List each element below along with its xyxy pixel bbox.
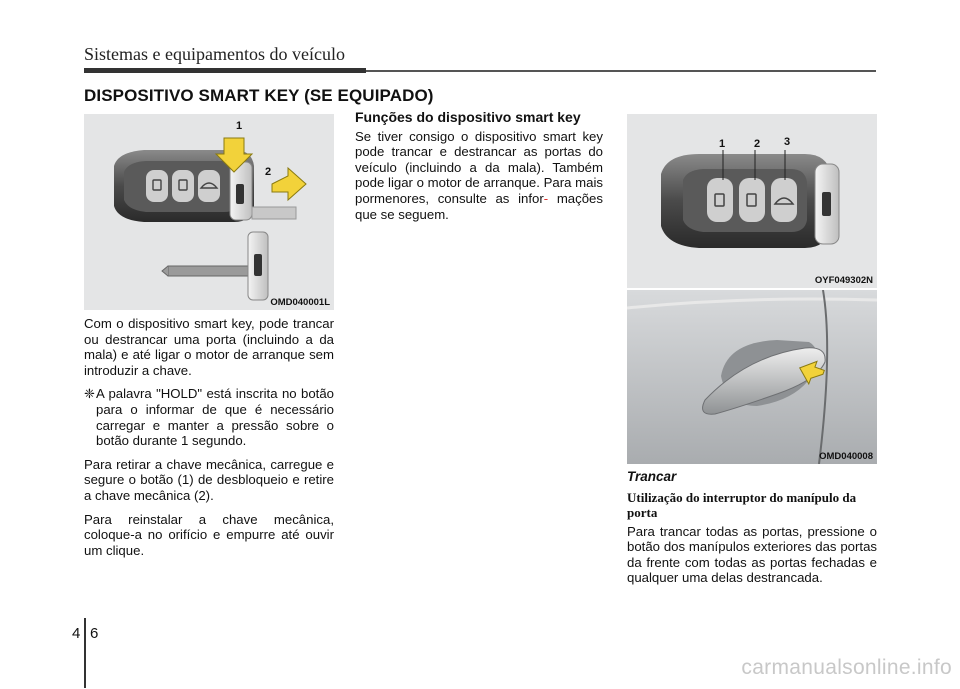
hyphen: - [543, 190, 549, 206]
page-number-right: 6 [90, 625, 99, 642]
bold-heading: Utilização do interruptor do manípulo da porta [627, 489, 857, 520]
smart-key-figure [84, 114, 334, 310]
header-rule [366, 70, 876, 72]
paragraph: Para trancar todas as portas, pressione o botão dos manípulos exteriores das portas da frente com todas as portas fechadas e qualquer uma delas destrancada. [627, 523, 877, 586]
italic-heading: Trancar [627, 469, 677, 484]
paragraph-main: Se tiver consigo o dispositivo smart key pode trancar e destrancar as portas do veículo (incluindo a da mala). Também pode ligar o motor de arranque. Para mais pormenores, consulte as infor [355, 128, 603, 206]
paragraph: Com o dispositivo smart key, pode trancar ou destrancar uma porta (incluindo a da mala) e até ligar o motor de arranque sem introduzir a chave. [84, 316, 334, 378]
smart-key-buttons-illustration [627, 114, 877, 288]
note-mark-icon: ❈ [84, 386, 96, 402]
paragraph: Para reinstalar a chave mecânica, coloque-a no orifício e empurre até ouvir um clique. [84, 511, 334, 558]
callout-1: 1 [719, 138, 726, 150]
callout-2: 2 [265, 166, 272, 178]
smart-key-buttons-figure [627, 114, 877, 288]
right-column [627, 469, 877, 594]
footer-rule [84, 618, 86, 688]
paragraph [355, 129, 603, 223]
door-handle-illustration [627, 290, 877, 464]
figure-code: OYF049302N [814, 275, 873, 286]
header-bar [84, 68, 366, 73]
smart-key-illustration [84, 114, 334, 310]
paragraph: Para retirar a chave mecânica, carregue e segure o botão (1) de desbloqueio e retire a chave mecânica (2). [84, 456, 334, 503]
callout-1: 1 [236, 120, 243, 132]
section-title: DISPOSITIVO SMART KEY (SE EQUIPADO) [84, 86, 434, 105]
door-handle-figure [627, 290, 877, 464]
middle-column [355, 110, 603, 230]
note [84, 386, 334, 448]
subsection-title: Funções do dispositivo smart key [355, 109, 581, 125]
callout-3: 3 [784, 136, 791, 148]
figure-code: OMD040001L [270, 297, 330, 308]
figure-code: OMD040008 [819, 451, 873, 462]
chapter-title: Sistemas e equipamentos do veículo [84, 44, 345, 64]
note-text: A palavra "HOLD" está inscrita no botão para o informar de que é necessário carregar e manter a pressão sobre o botão durante 1 segundo. [96, 386, 334, 449]
left-column [84, 316, 334, 566]
paragraph-end: mações que se seguem. [355, 190, 603, 222]
page-number-left: 4 [72, 625, 81, 642]
watermark: carmanualsonline.info [741, 656, 952, 679]
callout-2: 2 [754, 138, 761, 150]
